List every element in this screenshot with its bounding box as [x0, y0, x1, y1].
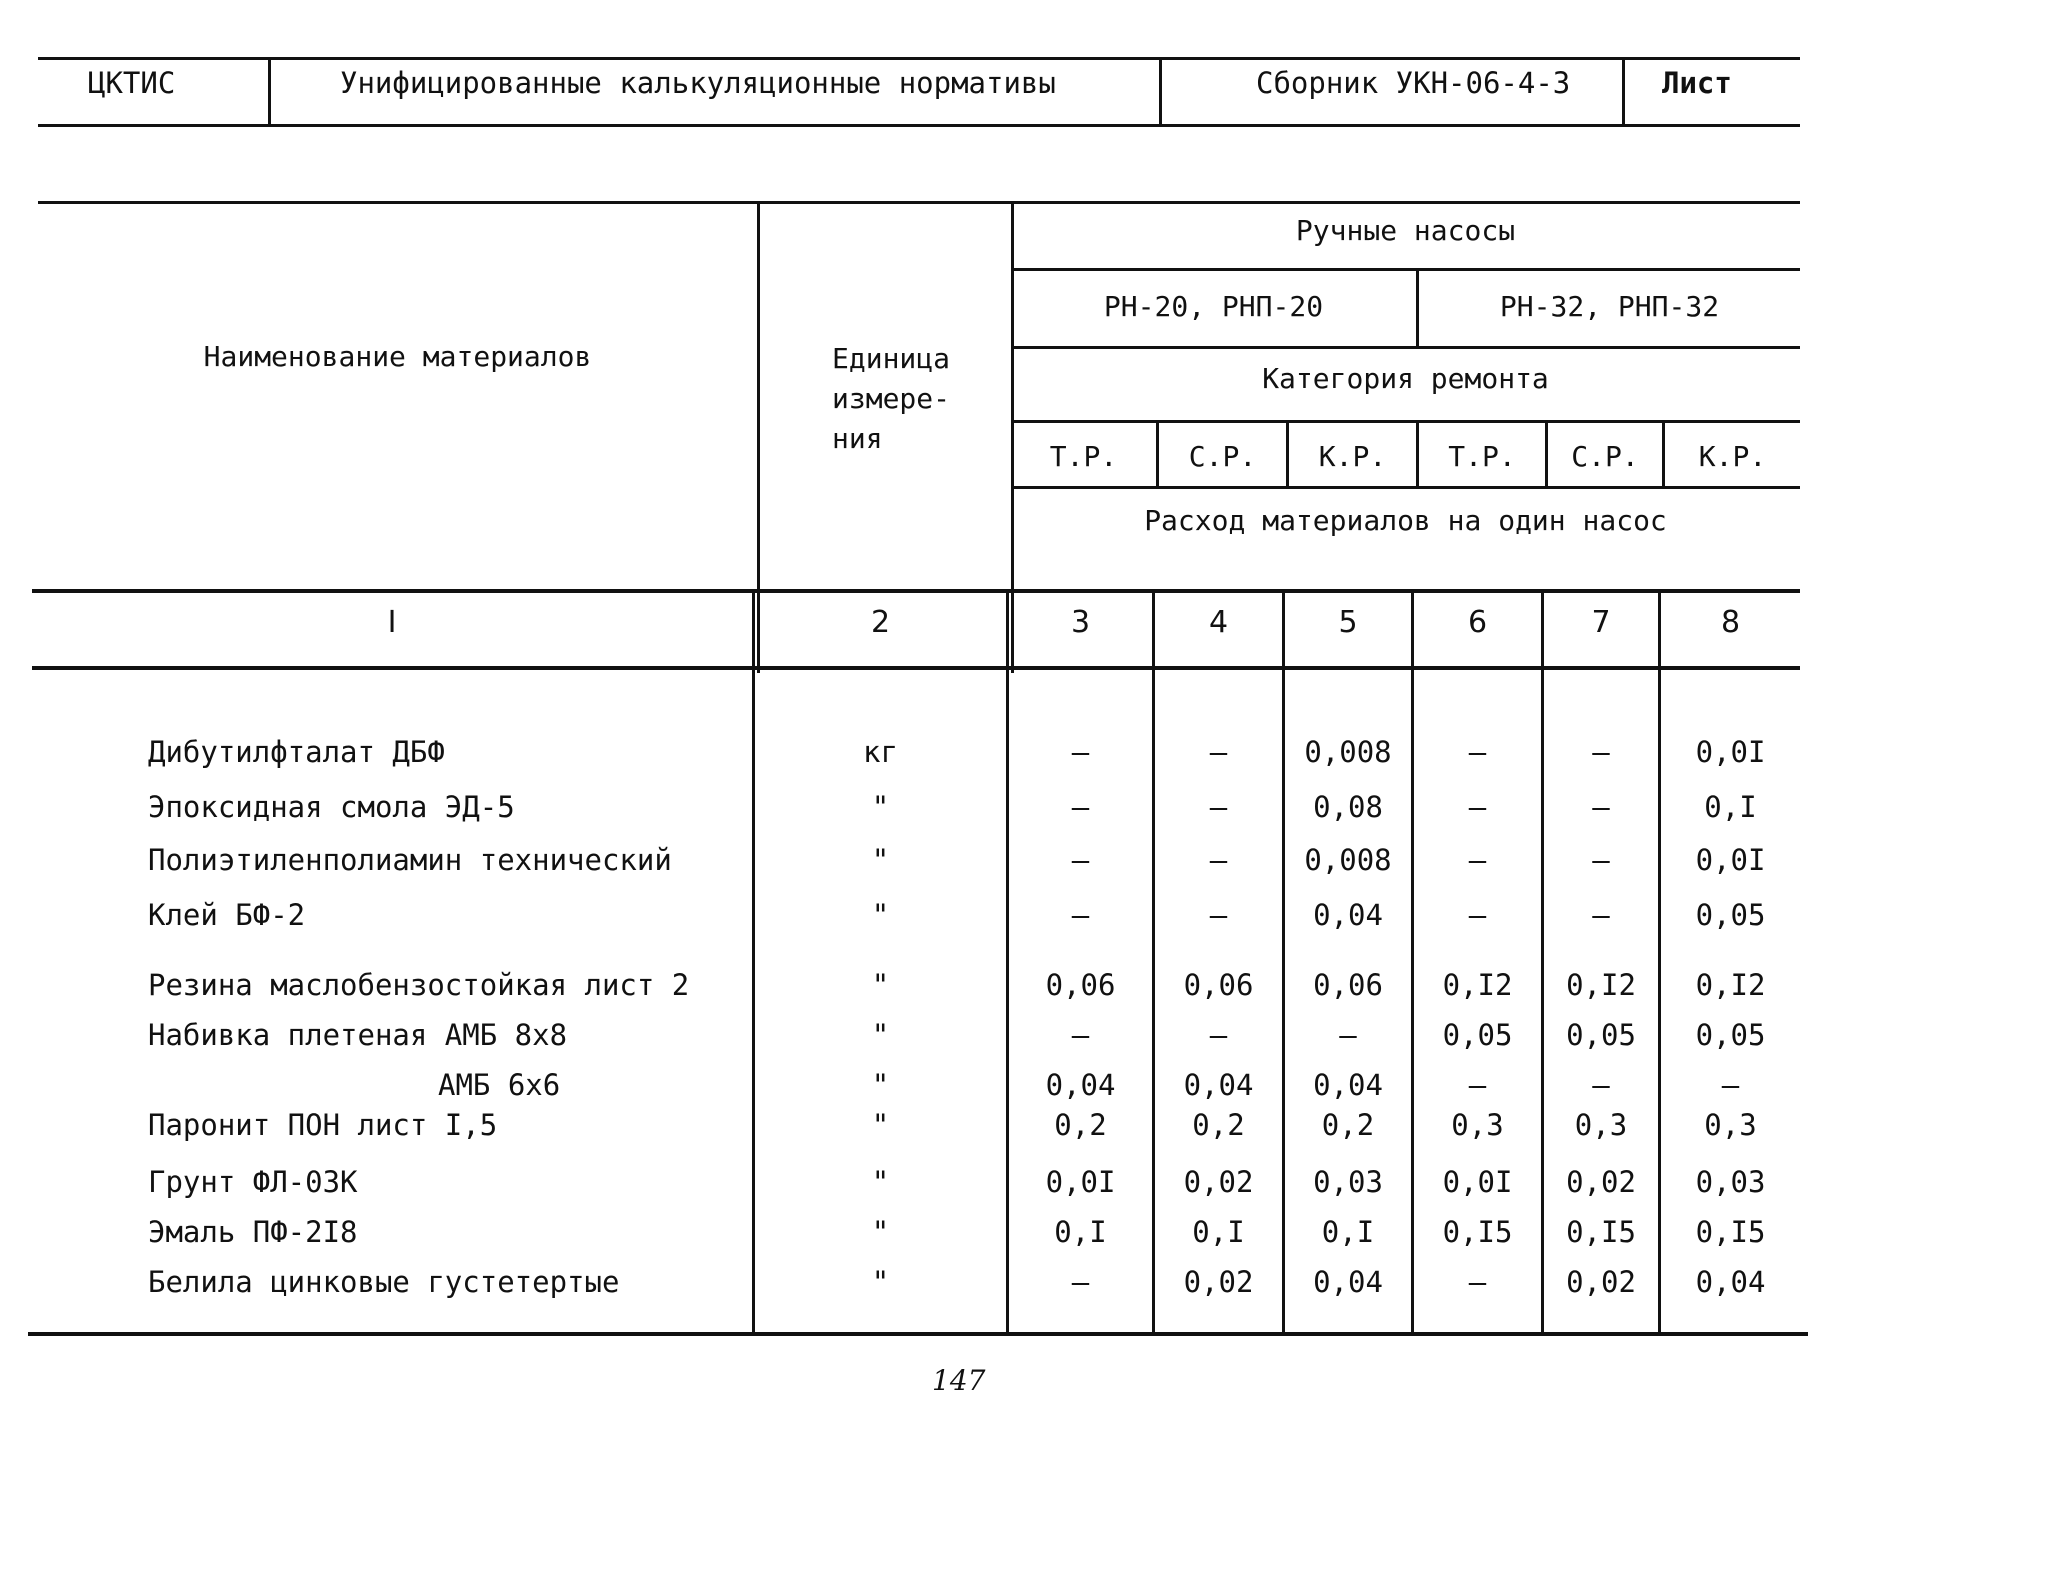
- value-cell: 0,2: [1192, 1108, 1245, 1142]
- value-cell: –: [1468, 898, 1487, 932]
- value-cell: 0,I: [1321, 1215, 1375, 1249]
- table-top-rule: [38, 201, 1800, 204]
- value-cell: –: [1209, 898, 1228, 932]
- column-number: 7: [1591, 605, 1611, 640]
- value-cell: –: [1071, 843, 1090, 877]
- value-cell: 0,05: [1695, 898, 1766, 932]
- repair-category-cell: Т.Р.: [1049, 440, 1118, 473]
- material-name: Грунт ФЛ-03К: [148, 1165, 358, 1199]
- header-divider: [1622, 57, 1625, 125]
- value-cell: 0,2: [1321, 1108, 1375, 1142]
- unit-cell: ": [871, 898, 890, 932]
- value-cell: –: [1468, 843, 1487, 877]
- value-cell: 0,03: [1695, 1165, 1766, 1199]
- value-cell: 0,04: [1313, 1068, 1383, 1102]
- header-bottom-rule: [38, 124, 1800, 127]
- page-number: 147: [932, 1364, 986, 1397]
- value-cell: 0,03: [1313, 1165, 1383, 1199]
- header-top-rule: [38, 57, 1800, 60]
- value-cell: 0,02: [1183, 1165, 1254, 1199]
- value-cell: 0,02: [1566, 1165, 1636, 1199]
- header-sheet-label: Лист: [1662, 66, 1732, 100]
- col-unit-header-line: ния: [832, 422, 883, 455]
- value-cell: 0,0I: [1695, 735, 1766, 769]
- value-cell: –: [1339, 1018, 1357, 1052]
- name-unit-divider: [757, 201, 760, 673]
- value-cell: –: [1209, 843, 1228, 877]
- column-numbers-top-rule: [32, 589, 1800, 593]
- repair-category-rule: [1011, 420, 1800, 423]
- material-name: Белила цинковые густетертые: [148, 1265, 620, 1299]
- column-numbers-bottom-rule: [32, 666, 1800, 670]
- value-cell: 0,0I: [1695, 843, 1766, 877]
- group-rule: [1011, 268, 1800, 271]
- unit-cell: кг: [863, 735, 898, 769]
- repair-category-cell: К.Р.: [1698, 440, 1767, 473]
- column-number: 2: [870, 605, 891, 640]
- pump-group-rule: [1011, 346, 1800, 349]
- column-number: 6: [1467, 605, 1488, 640]
- value-cell: 0,3: [1451, 1108, 1504, 1142]
- value-cell: –: [1209, 790, 1228, 824]
- unit-cell: ": [871, 1165, 890, 1199]
- value-cell: 0,I5: [1442, 1215, 1513, 1249]
- value-cell: 0,0I: [1442, 1165, 1513, 1199]
- value-cell: –: [1468, 1068, 1487, 1102]
- value-cell: 0,I2: [1442, 968, 1513, 1002]
- col-unit-header-line: Единица: [832, 342, 951, 375]
- value-cell: 0,008: [1304, 735, 1392, 769]
- repair-category-cell: К.Р.: [1318, 440, 1387, 473]
- col-unit-header-line: измере-: [832, 382, 951, 415]
- value-cell: 0,I: [1704, 790, 1757, 824]
- material-name: Резина маслобензостойкая лист 2: [148, 968, 690, 1002]
- material-name: Полиэтиленполиамин технический: [148, 843, 672, 877]
- value-cell: 0,04: [1045, 1068, 1116, 1102]
- pump-group-rn20: РН-20, РНП-20: [1103, 290, 1324, 323]
- value-cell: 0,I: [1192, 1215, 1245, 1249]
- value-cell: –: [1592, 843, 1610, 877]
- value-cell: 0,3: [1574, 1108, 1628, 1142]
- unit-cell: ": [871, 1215, 890, 1249]
- value-cell: 0,I5: [1695, 1215, 1766, 1249]
- header-collection: Сборник УКН-06-4-3: [1256, 66, 1571, 100]
- header-divider: [268, 57, 271, 125]
- value-cell: –: [1592, 1068, 1610, 1102]
- unit-cell: ": [871, 1068, 890, 1102]
- value-cell: 0,02: [1566, 1265, 1636, 1299]
- value-cell: 0,I: [1054, 1215, 1107, 1249]
- value-cell: 0,2: [1054, 1108, 1107, 1142]
- value-cell: 0,08: [1313, 790, 1383, 824]
- col-name-header: Наименование материалов: [203, 340, 592, 373]
- value-cell: –: [1468, 735, 1487, 769]
- header-title: Унифицированные калькуляционные нормативы: [340, 66, 1056, 100]
- value-cell: 0,05: [1442, 1018, 1513, 1052]
- header-divider: [1159, 57, 1162, 125]
- value-cell: 0,05: [1566, 1018, 1636, 1052]
- column-number: 4: [1208, 605, 1229, 640]
- pump-group-rn32: РН-32, РНП-32: [1499, 290, 1720, 323]
- value-cell: –: [1209, 1018, 1228, 1052]
- value-cell: 0,008: [1304, 843, 1392, 877]
- material-name: Клей БФ-2: [148, 898, 306, 932]
- material-name: Паронит ПОН лист I,5: [148, 1108, 498, 1142]
- value-cell: –: [1071, 898, 1090, 932]
- value-cell: 0,06: [1313, 968, 1383, 1002]
- unit-cell: ": [871, 1018, 890, 1052]
- value-cell: 0,I2: [1566, 968, 1636, 1002]
- unit-cell: ": [871, 843, 890, 877]
- material-name: Эпоксидная смола ЭД-5: [148, 790, 515, 824]
- value-cell: 0,04: [1183, 1068, 1254, 1102]
- value-cell: 0,05: [1695, 1018, 1766, 1052]
- value-cell: –: [1071, 735, 1090, 769]
- repair-category-cell: С.Р.: [1571, 440, 1639, 473]
- unit-cell: ": [871, 1265, 890, 1299]
- column-number: 8: [1720, 605, 1741, 640]
- column-number: 5: [1338, 605, 1358, 640]
- unit-cell: ": [871, 790, 890, 824]
- repair-category-header: Категория ремонта: [1262, 362, 1549, 395]
- value-cell: –: [1592, 735, 1610, 769]
- value-cell: –: [1592, 898, 1610, 932]
- material-name: АМБ 6х6: [438, 1068, 561, 1102]
- value-cell: 0,06: [1183, 968, 1254, 1002]
- value-cell: –: [1071, 790, 1090, 824]
- repair-category-cell: С.Р.: [1188, 440, 1257, 473]
- unit-cell: ": [871, 968, 890, 1002]
- group-header-hand-pumps: Ручные насосы: [1295, 214, 1516, 247]
- unit-data-divider: [1011, 201, 1014, 673]
- value-cell: –: [1721, 1068, 1740, 1102]
- value-cell: –: [1592, 790, 1610, 824]
- value-cell: 0,I5: [1566, 1215, 1636, 1249]
- column-number: 3: [1070, 605, 1091, 640]
- value-cell: 0,04: [1313, 1265, 1383, 1299]
- value-cell: –: [1468, 790, 1487, 824]
- table-bottom-rule: [28, 1332, 1808, 1336]
- repair-category-bottom-rule: [1011, 486, 1800, 489]
- header-org: ЦКТИС: [88, 66, 176, 100]
- value-cell: 0,02: [1183, 1265, 1254, 1299]
- column-number: I: [387, 605, 397, 640]
- unit-cell: ": [871, 1108, 890, 1142]
- consumption-header: Расход материалов на один насос: [1144, 504, 1667, 537]
- value-cell: 0,0I: [1045, 1165, 1116, 1199]
- value-cell: 0,I2: [1695, 968, 1766, 1002]
- value-cell: –: [1071, 1265, 1090, 1299]
- value-cell: 0,04: [1695, 1265, 1766, 1299]
- value-cell: –: [1468, 1265, 1487, 1299]
- material-name: Дибутилфталат ДБФ: [148, 735, 445, 769]
- value-cell: –: [1209, 735, 1228, 769]
- repair-category-cell: Т.Р.: [1448, 440, 1516, 473]
- value-cell: 0,04: [1313, 898, 1383, 932]
- value-cell: 0,06: [1045, 968, 1116, 1002]
- value-cell: –: [1071, 1018, 1090, 1052]
- material-name: Набивка плетеная АМБ 8х8: [148, 1018, 568, 1052]
- value-cell: 0,3: [1704, 1108, 1757, 1142]
- material-name: Эмаль ПФ-2I8: [148, 1215, 358, 1249]
